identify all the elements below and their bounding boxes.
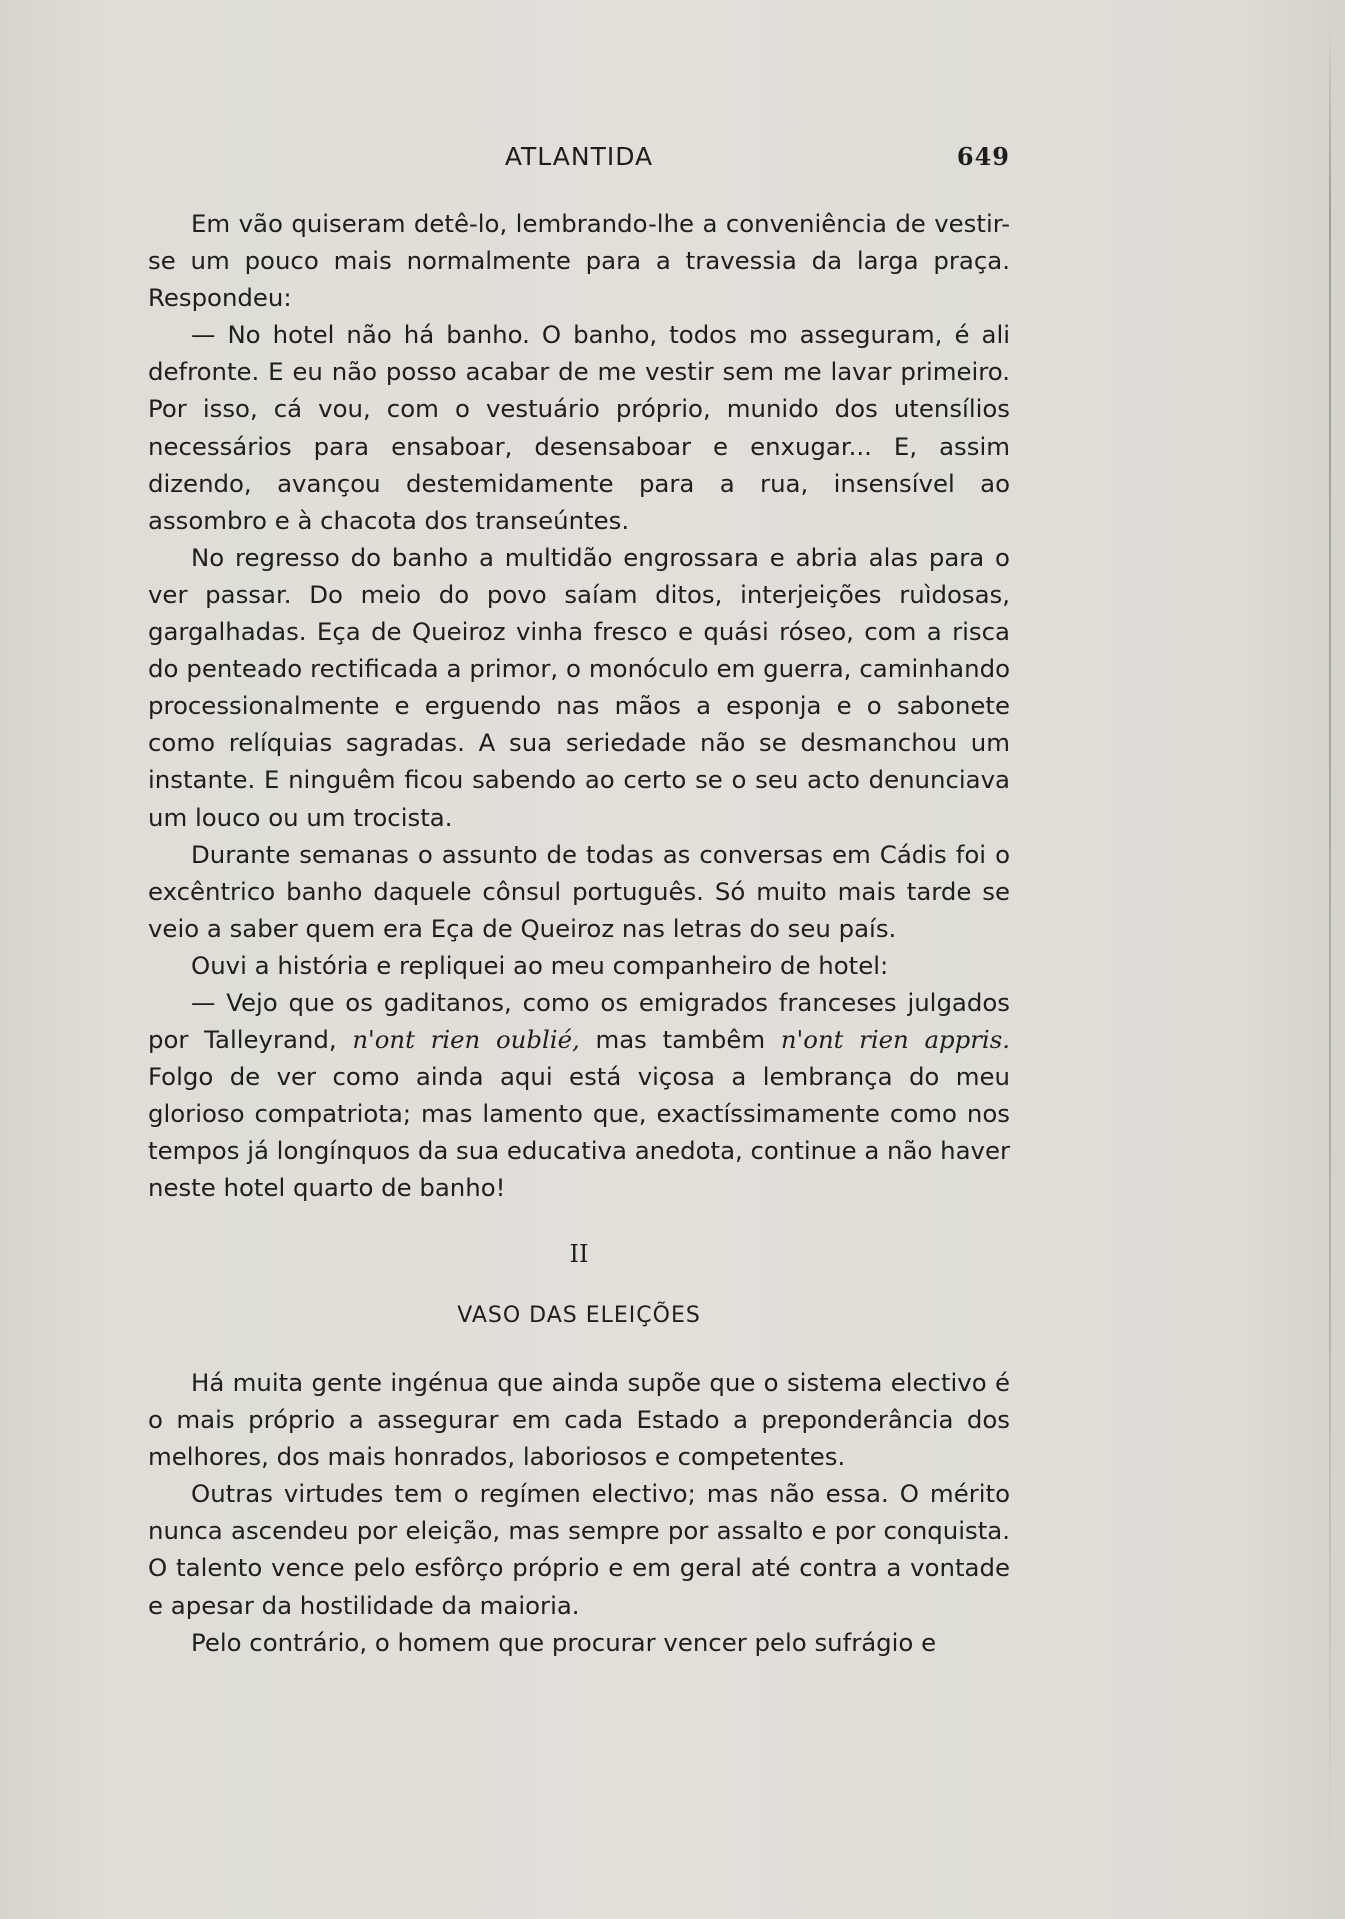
paragraph: Pelo contrário, o homem que procurar vencer pelo sufrágio e — [191, 1627, 937, 1657]
page-edge-shadow — [1329, 20, 1331, 1900]
running-title: ATLANTIDA — [504, 142, 654, 171]
paragraph: Há muita gente ingénua que ainda supõe que o sistema electivo é o mais próprio a assegurar em cada Estado a preponderância dos melhores, dos mais honrados, laboriosos e competentes. — [148, 1368, 1010, 1472]
body-text-section-1 — [148, 205, 1010, 1207]
paragraph: No regresso do banho a multidão engrossara e abria alas para o ver passar. Do meio do povo saíam ditos, interjeições ruìdosas, gargalhadas. Eça de Queiroz vinha fresco e quási róseo, com a risca do penteado rectificada a primor, o monóculo em guerra, caminhando processionalmente e erguendo nas mãos a esponja e o sabonete como relíquias sagradas. A sua seriedade não se desmanchou um instante. E ninguêm ficou sabendo ao certo se o seu acto denunciava um louco ou um trocista. — [148, 542, 1010, 832]
paragraph: Em vão quiseram detê-lo, lembrando-lhe a conveniência de vestir-se um pouco mais normalmente para a travessia da larga praça. Respondeu: — [148, 209, 1010, 313]
paragraph: Durante semanas o assunto de todas as conversas em Cádis foi o excêntrico banho daquele cônsul português. Só muito mais tarde se veio a saber quem era Eça de Queiroz nas letras do seu país. — [148, 839, 1010, 943]
paragraph: — No hotel não há banho. O banho, todos mo asseguram, é ali defronte. E eu não posso acabar de me vestir sem me lavar primeiro. Por isso, cá vou, com o vestuário próprio, munido dos utensílios necessários para ensaboar, desensaboar e enxugar... E, assim dizendo, avançou destemidamente para a rua, insensível ao assombro e à chacota dos transeúntes. — [148, 320, 1010, 535]
paragraph — [148, 984, 1010, 1207]
chapter-title: VASO DAS ELEIÇÕES — [457, 1303, 701, 1328]
paragraph: Outras virtudes tem o regímen electivo; mas não essa. O mérito nunca ascendeu por eleição, mas sempre por assalto e por conquista. O talento vence pelo esfôrço próprio e em geral até contra a vontade e apesar da hostilidade da maioria. — [148, 1479, 1010, 1620]
text-run: Folgo de ver como ainda aqui está viçosa a lembrança do meu glorioso compatriota; mas lamento que, exactíssimamente como nos tempos já longínquos da sua educativa anedota, continue a não haver neste hotel quarto de banho! — [148, 1062, 1010, 1203]
running-head — [148, 138, 1010, 178]
italic-quote: n'ont rien oublié, — [352, 1025, 580, 1055]
text-run: mas tambêm — [579, 1025, 781, 1055]
page-number: 649 — [956, 142, 1010, 171]
text-run: — Vejo que os gaditanos, como os emigrados franceses julgados por Talleyrand, — [148, 987, 1010, 1055]
paragraph: Ouvi a história e repliquei ao meu companheiro de hotel: — [191, 950, 889, 980]
italic-quote: n'ont rien appris. — [780, 1025, 1010, 1055]
body-text-section-2 — [148, 1364, 1010, 1661]
chapter-number: II — [569, 1240, 589, 1268]
